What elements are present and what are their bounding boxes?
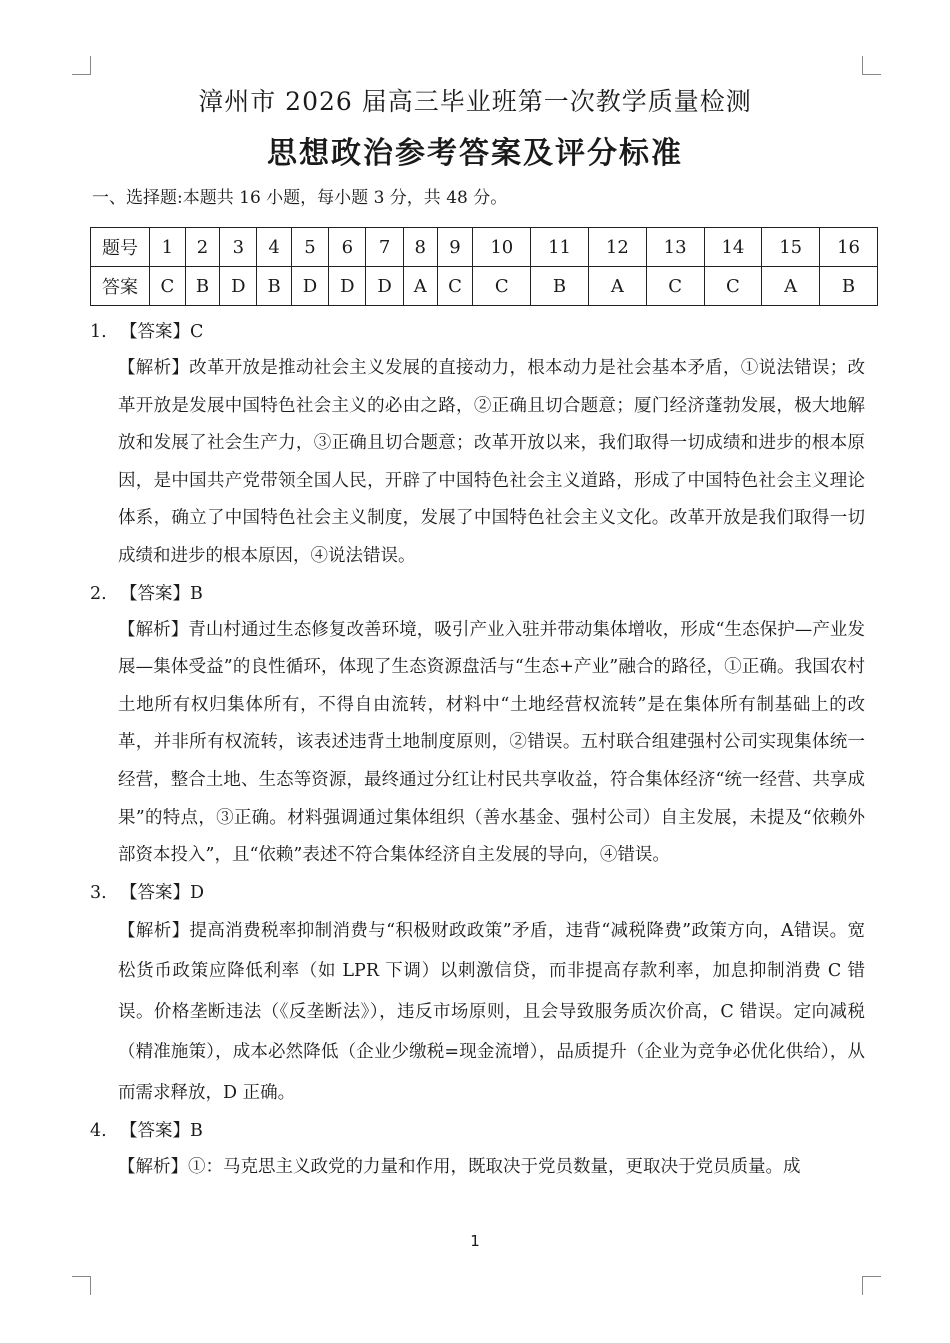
table-cell: B: [257, 267, 291, 306]
question-1-analysis: [90, 350, 865, 576]
table-cell: C: [646, 267, 704, 306]
question-number: 4.: [90, 1121, 107, 1142]
crop-mark-bottom-right: [862, 1276, 881, 1295]
table-cell: 13: [646, 228, 704, 267]
question-4-analysis: [90, 1149, 865, 1187]
table-cell: B: [820, 267, 878, 306]
table-cell: 7: [366, 228, 403, 267]
table-cell: C: [704, 267, 762, 306]
row-label-number: 题号: [91, 228, 150, 267]
table-cell: 1: [150, 228, 186, 267]
answer-table: [90, 227, 878, 306]
answer-text: 【答案】B: [120, 583, 203, 604]
analysis-label: 【解析】: [118, 358, 190, 378]
analysis-label: 【解析】: [118, 619, 189, 640]
table-cell: D: [329, 267, 366, 306]
table-cell: 10: [473, 228, 531, 267]
analysis-text: ①：马克思主义政党的力量和作用，既取决于党员数量，更取决于党员质量。成: [188, 1157, 801, 1178]
question-2-answer: [90, 576, 865, 612]
table-cell: 11: [531, 228, 589, 267]
table-cell: 9: [437, 228, 473, 267]
table-cell: C: [473, 267, 531, 306]
crop-mark-top-right: [862, 56, 881, 75]
table-cell: D: [366, 267, 403, 306]
question-1-answer: [90, 314, 865, 350]
analysis-text: 青山村通过生态修复改善环境，吸引产业入驻并带动集体增收，形成“生态保护—产业发展—集体受益”的良性循环，体现了生态资源盘活与“生态+产业”融合的路径，①正确。我国农村土地所有权归集体所有，不得自由流转，材料中“土地经营权流转”是在集体所有制基础上的改革，并非所有权流转，该表述违背土地制度原则，②错误。五村联合组建强村公司实现集体统一经营，整合土地、生态等资源，最终通过分红让村民共享收益，符合集体经济“统一经营、共享成果”的特点，③正确。材料强调通过集体组织（善水基金、强村公司）自主发展，未提及“依赖外部资本投入”，且“依赖”表述不符合集体经济自主发展的导向，④错误。: [118, 619, 865, 866]
analysis-text: 改革开放是推动社会主义发展的直接动力，根本动力是社会基本矛盾，①说法错误；改革开放是发展中国特色社会主义的必由之路，②正确且切合题意；厦门经济蓬勃发展，极大地解放和发展了社会生产力，③正确且切合题意；改革开放以来，我们取得一切成绩和进步的根本原因，是中国共产党带领全国人民，开辟了中国特色社会主义道路，形成了中国特色社会主义理论体系，确立了中国特色社会主义制度，发展了中国特色社会主义文化。改革开放是我们取得一切成绩和进步的根本原因，④说法错误。: [118, 358, 865, 566]
question-number: 1.: [90, 322, 107, 342]
document-subtitle: 思想政治参考答案及评分标准: [267, 136, 683, 171]
page-number: 1: [470, 1232, 480, 1250]
table-cell: 5: [291, 228, 328, 267]
table-cell: 2: [185, 228, 219, 267]
table-cell: 12: [588, 228, 646, 267]
table-cell: 3: [220, 228, 257, 267]
question-4-answer: [90, 1113, 865, 1149]
table-cell: A: [403, 267, 437, 306]
question-number: 2.: [90, 583, 107, 604]
question-3-answer: [90, 875, 865, 911]
row-label-answer: 答案: [91, 267, 150, 306]
table-cell: 6: [329, 228, 366, 267]
answer-text: 【答案】B: [120, 1121, 203, 1142]
crop-mark-bottom-left: [72, 1276, 91, 1295]
table-cell: B: [185, 267, 219, 306]
analysis-label: 【解析】: [118, 1157, 188, 1178]
table-cell: 16: [820, 228, 878, 267]
section-heading: 一、选择题:本题共 16 小题，每小题 3 分，共 48 分。: [92, 188, 508, 208]
question-2-analysis: [90, 612, 865, 875]
table-cell: C: [150, 267, 186, 306]
question-number-row: [91, 228, 878, 267]
answer-text: 【答案】D: [120, 882, 205, 903]
question-number: 3.: [90, 882, 107, 903]
table-cell: 4: [257, 228, 291, 267]
table-cell: D: [291, 267, 328, 306]
crop-mark-top-left: [72, 56, 91, 75]
table-cell: B: [531, 267, 589, 306]
table-cell: A: [588, 267, 646, 306]
table-cell: A: [762, 267, 820, 306]
table-cell: 8: [403, 228, 437, 267]
document-title: 漳州市 2026 届高三毕业班第一次教学质量检测: [198, 87, 752, 116]
question-3-analysis: [90, 911, 865, 1114]
answer-explanations: [90, 314, 865, 1187]
analysis-text: 提高消费税率抑制消费与“积极财政政策”矛盾，违背“减税降费”政策方向，A错误。宽松货币政策应降低利率（如 LPR 下调）以刺激信贷，而非提高存款利率，加息抑制消费 C 错误。价格垄断违法（《反垄断法》），违反市场原则，且会导致服务质次价高，C 错误。定向减税（精准施策），成本必然降低（企业少缴税=现金流增），品质提升（企业为竞争必优化供给），从而需求释放，D 正确。: [118, 920, 866, 1103]
table-cell: D: [220, 267, 257, 306]
table-cell: 15: [762, 228, 820, 267]
table-cell: 14: [704, 228, 762, 267]
table-cell: C: [437, 267, 473, 306]
answer-row: [91, 267, 878, 306]
analysis-label: 【解析】: [118, 920, 190, 941]
answer-text: 【答案】C: [120, 322, 204, 342]
